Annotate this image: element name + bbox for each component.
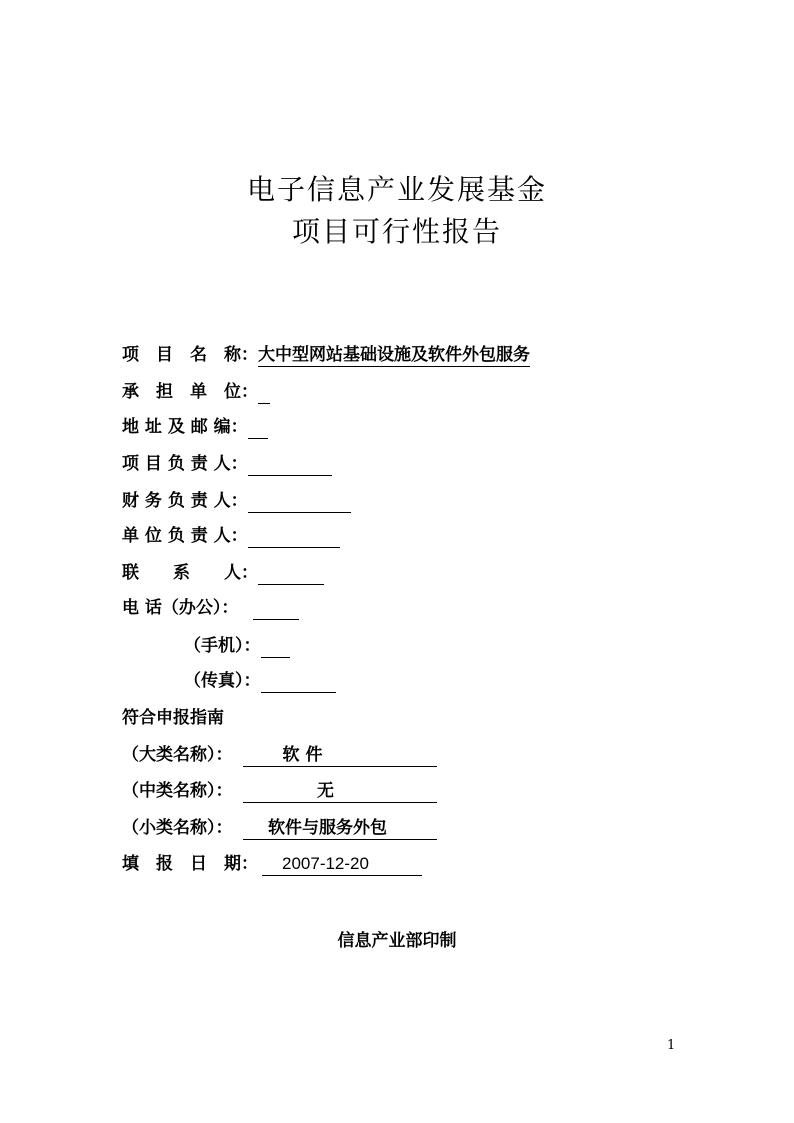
category-minor bbox=[122, 816, 437, 840]
field-blank bbox=[261, 634, 290, 658]
field-blank bbox=[248, 452, 332, 476]
category-value: 软 件 bbox=[282, 745, 323, 765]
page-number: 1 bbox=[667, 1038, 676, 1053]
date-value: 2007-12-20 bbox=[282, 854, 369, 873]
category-label: （中类名称）： bbox=[122, 781, 233, 801]
category-value-wrap bbox=[243, 743, 437, 767]
date-value-wrap bbox=[262, 852, 422, 876]
category-value-wrap bbox=[243, 816, 437, 840]
field-label: 地 址 及 邮 编： bbox=[122, 417, 248, 437]
field-blank bbox=[248, 415, 268, 439]
category-value: 软件与服务外包 bbox=[268, 818, 387, 838]
field-label: （手机）： bbox=[184, 636, 261, 656]
field-blank bbox=[258, 380, 270, 404]
field-blank bbox=[248, 524, 340, 548]
field-blank bbox=[258, 561, 324, 585]
guide-heading: 符合申报指南 bbox=[122, 708, 224, 728]
field-label: 项 目 负 责 人： bbox=[122, 454, 248, 474]
field-blank bbox=[261, 669, 336, 693]
field-project-name bbox=[122, 343, 530, 367]
field-label: 承 担 单 位： bbox=[122, 382, 258, 402]
field-phone-mobile bbox=[184, 634, 290, 658]
date-label: 填 报 日 期： bbox=[122, 854, 258, 874]
category-value-wrap bbox=[243, 779, 437, 803]
field-value: 大中型网站基础设施及软件外包服务 bbox=[258, 345, 530, 365]
field-fax bbox=[184, 669, 336, 693]
category-value: 无 bbox=[317, 781, 334, 801]
field-label: （传真）： bbox=[184, 671, 261, 691]
field-label: 项 目 名 称： bbox=[122, 345, 258, 365]
field-address-zip bbox=[122, 415, 268, 439]
category-label: （小类名称）： bbox=[122, 818, 233, 838]
category-label: （大类名称）： bbox=[122, 745, 233, 765]
field-label: 电 话（办公）： bbox=[122, 598, 239, 618]
printer-footer: 信息产业部印制 bbox=[337, 931, 457, 951]
document-title-line1: 电子信息产业发展基金 bbox=[246, 173, 547, 206]
field-label: 联 系 人： bbox=[122, 563, 258, 583]
document-title-line2: 项目可行性报告 bbox=[291, 215, 502, 248]
field-undertaking-unit bbox=[122, 380, 270, 404]
category-major bbox=[122, 743, 437, 767]
field-label: 财 务 负 责 人： bbox=[122, 491, 248, 511]
field-label: 单 位 负 责 人： bbox=[122, 526, 248, 546]
field-unit-leader bbox=[122, 524, 340, 548]
field-fill-date bbox=[122, 852, 422, 876]
category-middle bbox=[122, 779, 437, 803]
field-contact-person bbox=[122, 561, 324, 585]
field-phone-office bbox=[122, 596, 299, 620]
field-blank bbox=[253, 596, 299, 620]
field-blank bbox=[248, 489, 351, 513]
field-finance-leader bbox=[122, 489, 351, 513]
field-project-leader bbox=[122, 452, 332, 476]
